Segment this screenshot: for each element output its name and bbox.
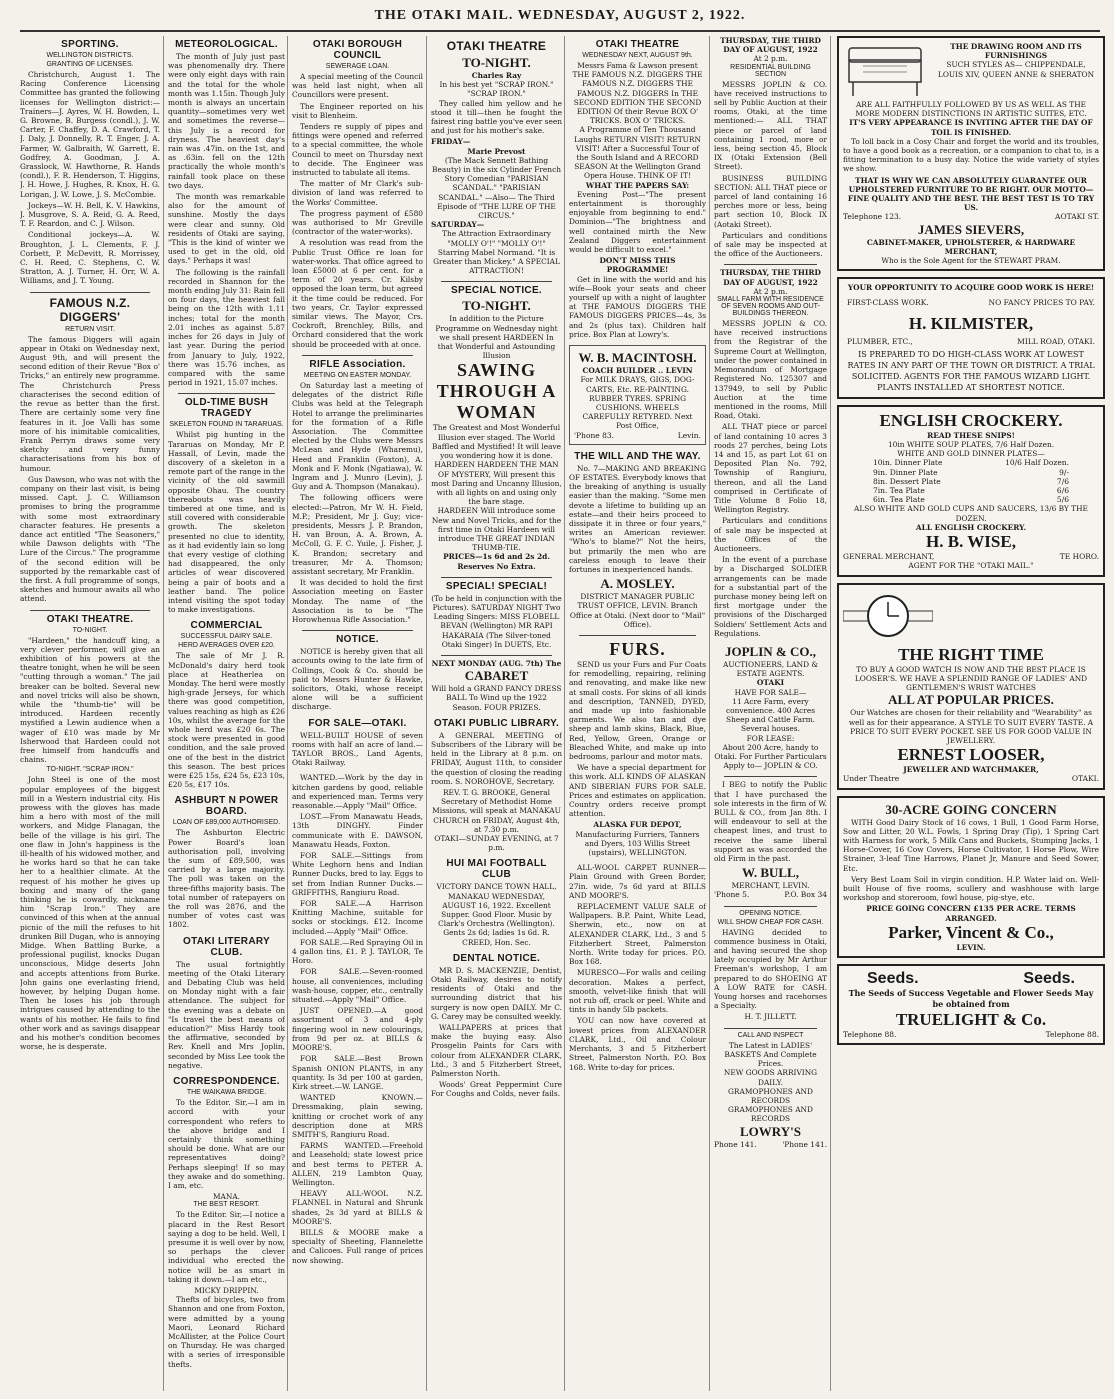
- furs-heading: FURS.: [609, 638, 666, 659]
- seeds-text: The Seeds of Success Vegetable and Flower Seeds May be obtained from: [848, 987, 1094, 1009]
- commercial-subheading: SUCCESSFUL DAIRY SALE.: [180, 633, 273, 641]
- literary-club-heading: OTAKI LITERARY CLUB.: [183, 935, 270, 958]
- furniture-styles: SUCH STYLES AS— CHIPPENDALE, LOUIS XIV, QUEEN ANNE & SHERATON: [937, 60, 1095, 79]
- kilmister-ad: [837, 277, 1105, 399]
- looser-where: Under Theatre: [843, 774, 900, 784]
- gramophones-line: GRAMOPHONES AND RECORDS: [728, 1086, 813, 1105]
- saturday-blurb: The Attraction Extraordinary "MOLLY O'!" "MOLLY O'!" Starring Mabel Normand. "It is Greater than Mickey." A SPECIAL ATTRACTION!: [433, 229, 560, 276]
- diggers-theatre-text: Messrs Fama & Lawson present THE FAMOUS N.Z. DIGGERS THE FAMOUS N.Z. DIGGERS THE FAMOUS N.Z. DIGGERS In THE SECOND EDITION THE SECOND EDITION Of their Revue BOX O' TRICKS. BOX O' TRICKS.: [572, 61, 703, 126]
- classified-ad: FOR SALE.—Sittings from White Leghorn hens and Indian Runner Ducks, bred to lay. Eggs to set from Indian Runner Ducks.—GRIFFITHS, Rangiuru Road.: [292, 851, 423, 897]
- crockery-item: [873, 468, 1069, 477]
- column-5: [564, 36, 706, 1391]
- kilmister-trade-line: [847, 337, 1095, 346]
- crockery-item-name: 8in. Dessert Plate: [873, 476, 941, 486]
- divider: [30, 610, 150, 611]
- rifle-association-article: [292, 359, 423, 624]
- theatre-subheading: TO-NIGHT.: [72, 626, 108, 634]
- correspondence-signature: MANA.: [212, 1192, 241, 1202]
- classified-ad: LOST.—From Manawatu Heads, 13th DINGHY. Finder communicate with E. DAWSON, Manawatu Heads, Foxton.: [292, 812, 423, 849]
- furniture-text: To loll back in a Cosy Chair and forget the world and its troubles, to have a good book as a recreation, or a companion to chat to, is a fitting termination to a busy day. Notice the wide variety of styles we show.: [843, 136, 1099, 174]
- sievers-contact: [843, 212, 1099, 221]
- kilmister-tag-right: NO FANCY PRICES TO PAY.: [988, 298, 1095, 308]
- picture-title: In his best yet "SCRAP IRON." "SCRAP IRON.": [439, 80, 554, 99]
- wise-agent: AGENT FOR THE "OTAKI MAIL.": [908, 561, 1034, 571]
- crockery-heading: ENGLISH CROCKERY.: [879, 410, 1063, 430]
- borough-council-subheading: SEWERAGE LOAN.: [325, 63, 390, 70]
- sievers-street: AOTAKI ST.: [1055, 212, 1099, 222]
- particulars-text: Particulars and conditions of sale may be inspected at the office of the Auctioneers.: [714, 230, 827, 259]
- cabaret-text: Will hold a GRAND FANCY DRESS BALL To Wind up the 1922 Season. FOUR PRIZES.: [431, 684, 562, 712]
- lease-heading: FOR LEASE:: [746, 733, 795, 743]
- dental-heading: DENTAL NOTICE.: [452, 952, 541, 964]
- saturday-label: SATURDAY—: [431, 220, 485, 230]
- will-and-way-heading: THE WILL AND THE WAY.: [574, 450, 701, 462]
- special-notice-heading: SPECIAL NOTICE.: [451, 285, 542, 297]
- crockery-item-price: 10/6 Half Dozen.: [1005, 458, 1069, 468]
- soldier-text: In the event of a purchase by a Discharged SOLDIER arrangements can be made for a substantial part of the purchase money being left on first mortgage under the provisions of the Discharged Soldiers' Settlement Acts and Regulations.: [714, 555, 827, 638]
- classified-ad: REPLACEMENT VALUE SALE of Wallpapers. B.P. Paint, White Lead, Sherwin, etc., now on at ALEXANDER CLARK, Ltd., 3 and 5 Fitzherbert Street, Palmerston North. Write today for prices. P.O. Box 168.: [569, 902, 706, 967]
- cabaret-date: NEXT MONDAY (AUG. 7th) The: [431, 658, 562, 668]
- call-heading: CALL AND INSPECT: [737, 1031, 804, 1039]
- theatre-paragraph: "Hardeen," the handcuff king, a very clever performer, will give an exhibition of his powers at the theatre tonight, when he will be seen "cutting through a woman." The jail breaker can be bolted. Several new and novel tricks will also be shown, while the "thumb-tie" will be introduced. Hardeen recently mystified a Lewin audience when a wager of £10 was made by Mr Isherwood that Hardeen could not free himself from handcuffs and chains.: [20, 635, 160, 765]
- column-2: [163, 36, 285, 1391]
- bull-name: W. BULL,: [742, 865, 799, 881]
- dental-ad: [431, 953, 562, 1099]
- borough-council-article: [292, 39, 423, 349]
- borough-paragraph: The Engineer reported on his visit to Blenheim.: [292, 101, 423, 120]
- joplin-sale-heading: HAVE FOR SALE—: [734, 687, 807, 697]
- wise-trade: GENERAL MERCHANT,: [843, 552, 935, 562]
- macintosh-text: For MILK DRAYS, GIGS, DOG-CARTS, Etc. RE-PAINTING. RUBBER TYRES. SPRING CUSHIONS. WHEELS CAREFULLY RETYRED. Next Post Office,: [580, 375, 695, 431]
- divider: [724, 906, 817, 907]
- sawing-title: SAWING THROUGH A WOMAN: [436, 360, 557, 423]
- particulars-text-2: Particulars and conditions of sale may be inspected at the Offices of the Auctioneers.: [714, 516, 827, 553]
- kilmister-text: IS PREPARED TO DO HIGH-CLASS WORK AT LOWEST RATES IN ANY PART OF THE TOWN OR DISTRICT. A TRIAL SOLICITED. AGENTS FOR THE FAMOUS WIZARD LIGHT. PLANTS INSTALLED AT SHORTEST NOTICE.: [847, 349, 1095, 392]
- crockery-line: ALL ENGLISH CROCKERY.: [915, 522, 1027, 532]
- column-1: [20, 36, 160, 1391]
- sporting-paragraph: Christchurch, August 1. The Racing Conference Licensing Committee has granted the following licenses for Wellington district:— Trainers—J. Ayres, W. H. Bowden, L. G. Browne, B. Burgess (condl.), J. W. Carter, F. Chaffey, D. A. Crawford, T. J. Daly, J. Donnelly, R. T. Enger, J. A. Farmer, W. Galbraith, W. Garrett, E. Godfrey, A. Goodman, J. A. Grasslock, W. Hawthorne, R. Hands (condl.), F. R. Henderson, T. Higgins, J. H. Howe, J. Hughes, R. Knox, H. G. Lorigan, J. W. Lowe, J. S. McCombie.: [20, 70, 160, 199]
- notice-heading: NOTICE.: [336, 634, 379, 646]
- meteorological-article: [168, 39, 285, 387]
- opening-subheading: WILL SHOW CHEAP FOR CASH.: [717, 918, 824, 926]
- meteorological-paragraph: The month of July just past was phenomenally dry. There were only eight days with rain and the total for the whole month was 1.15in. Though July month is always an uncertain quantity—sometimes very wet and sometimes the reverse—this July is a record for dryness. The heaviest day's rain was .47in. on the 1st, and as .63in. fell on the 12th practically the whole month's rainfall took place on these two days.: [168, 52, 285, 190]
- classified-ad: FOR SALE.—Seven-roomed house, all conveniences, including wash-house, copper, etc., centrally situated.—Apply "Mail" Office.: [292, 967, 423, 1005]
- sievers-agent: Who is the Sole Agent for the STEWART PRAM.: [881, 256, 1061, 266]
- diggers-heading: FAMOUS N.Z. DIGGERS': [49, 295, 131, 324]
- opening-text: HAVING decided to commence business in Otaki, and having secured the shop lately occupied by Mr Arthur Freeman's workshop, I am prepared to do SHOEING AT A LOW RATE for CASH. Young horses and racehorses a Specialty.: [714, 927, 827, 1011]
- auction-date: THURSDAY, THE THIRD DAY OF AUGUST, 1922: [720, 36, 821, 55]
- theatre-heading: OTAKI THEATRE.: [46, 613, 134, 625]
- business-text: BUSINESS BUILDING SECTION: ALL THAT piece or parcel of land containing 16 perches more or less, being part section 10, Block IX (Aotaki Street).: [714, 173, 827, 229]
- notice-ad: [292, 634, 423, 711]
- crockery-item-price: 9/-: [1059, 467, 1069, 477]
- masthead-rule: [20, 30, 1100, 32]
- commercial-article: [168, 620, 285, 789]
- macintosh-contact: [574, 431, 701, 440]
- bush-tragedy-heading: OLD-TIME BUSH TRAGEDY: [184, 397, 269, 420]
- column-6: [709, 36, 827, 1391]
- auction-date-2: THURSDAY, THE THIRD DAY OF AUGUST, 1922: [720, 268, 821, 287]
- opening-signature: H. T. JILLETT.: [744, 1012, 797, 1022]
- popular-prices: ALL AT POPULAR PRICES.: [888, 692, 1054, 708]
- meteorological-paragraph: The month was remarkable also for the amount of sunshine. Mostly the days were clear and sunny. Old residents of Otaki are saying, "This is the kind of winter we used to get in the old, old days." Perhaps it was!: [168, 192, 285, 266]
- lowrys-name: LOWRY'S: [740, 1123, 801, 1139]
- sievers-trade: CABINET-MAKER, UPHOLSTERER, & HARDWARE MERCHANT,: [866, 237, 1076, 256]
- diggers-paragraph: Gus Dawson, who was not with the company on their last visit, is being missed. Capt. J. C. Williamson promises to bring the programme with some most extraordinary character features. He presents a dance act entitled "The Seasoners," while Dawson delights with "The Lure of the Circus." The programme of the second edition will be supported by the remarkable cast of the first. A full programme of songs, sketches and humour awaits all who attend.: [20, 474, 160, 604]
- borough-council-heading: OTAKI BOROUGH COUNCIL: [312, 39, 403, 61]
- furs-text: SEND us your Furs and Fur Coats for remodelling, repairing, relining and renovating, and make like new at small costs. For skins of all kinds and description, TANNED, DYED, and made up into fashionable garments. We also tan and dye sheep and lamb skins, Black, Blue, Red, Yellow, Green, Orange or Bleached White, and make up into bedrooms, parlour and motor mats.: [569, 659, 706, 761]
- sporting-subheading: WELLINGTON DISTRICTS.: [46, 52, 134, 59]
- theatre-ad: [431, 39, 562, 275]
- correspondence-article: [168, 1076, 285, 1369]
- going-concern-text: WITH Good Dairy Stock of 16 cows, 1 Bull, 1 Good Farm Horse, Sow and Litter, 20 W.L. Fowls, 1 Spring Dray (Tip), 1 Spring Cart with Harness for work, 5 Milk Cans and Buckets, Stumping Jacks, 1 Horse-Cover, 16 Cow Covers, Horse Cultivator, 1 Horse Plow, Wire Strainer, 3-leaf Tine Harrows, Planet Jr, Manure and Seed Sower, Etc.: [843, 817, 1099, 873]
- auction-sale-2: [714, 268, 827, 638]
- truelight-name: TRUELIGHT & Co.: [895, 1009, 1047, 1029]
- seeds-heading-right: Seeds.: [1023, 969, 1075, 987]
- looser-ad: [837, 583, 1105, 790]
- kilmister-trade: PLUMBER, ETC.,: [847, 336, 913, 346]
- diggers-theatre-ad: [569, 39, 706, 339]
- seeds-ad: [837, 964, 1105, 1045]
- right-time-text: TO BUY A GOOD WATCH IS NOW AND THE BEST PLACE IS LOOSER'S. WE HAVE A SPLENDID RANGE OF LADIES' AND GENTLEMEN'S WRIST WATCHES: [854, 664, 1088, 693]
- sporting-paragraph: Jockeys—W. H. Bell, K. V. Hawkins, J. Musgrove, S. A. Reid, G. A. Reed, T. F. Reardon, and C. J. Wilson.: [20, 200, 160, 229]
- lowrys-ad: [714, 1032, 827, 1149]
- small-farm-text-2: ALL THAT piece or parcel of land containing 10 acres 3 roods 27 perches, being Lots 14 and 15, as part Lot 61 on Deposited Plan No. 792, Township of Rangiuru, thereon, and all the Land comprised in Certificate of Title Volume 8 Folio 18, Wellington Registry.: [714, 422, 827, 515]
- crockery-ad: [837, 405, 1105, 577]
- crockery-item: [873, 495, 1069, 504]
- looser-location: [843, 774, 1099, 783]
- classified-ad: BILLS & MOORE make a specialty of Sheeting, Flannelette and Calicoes. Full range of prices now showing.: [292, 1227, 423, 1265]
- crockery-item: [873, 477, 1069, 486]
- best-resort-letter: To the Editor. Sir,—I notice a placard in the Rest Resort saying a dog to be held. Well, I presume it is well over by now, so perhaps the clever individual who erected the notice will be as smart in taking it down.—I am etc.,: [168, 1210, 285, 1284]
- column-3: [287, 36, 423, 1391]
- kilmister-address: MILL ROAD, OTAKI.: [1017, 336, 1095, 346]
- divider: [724, 776, 817, 777]
- bush-tragedy-paragraph: Whilst pig hunting in the Tararuas on Monday, Mr P. Hassall, of Levin, made the discovery of a skeleton in a remote part of the range in the vicinity of the old sawmill opposite Ohau. The country thereabouts was heavily timbered at one time, and is still covered with considerable growth. The skeleton presented no clue to identity, as it had evidently lain so long that every vestige of clothing had disappeared, the only articles of wear discovered being a pair of boots and a leather band. The police intend visiting the spot today to make investigations.: [168, 430, 285, 615]
- small-farm-text: MESSRS JOPLIN & CO. have received instructions from the Registrar of the Supreme Court at Wellington, under the power contained in Memorandum of Mortgage Registered No. 125307 and 137949, to sell by Public Auction at the time mentioned in the rooms, Mill Road, Otaki.: [714, 319, 827, 421]
- for-sale-text: WELL-BUILT HOUSE of seven rooms with half an acre of land.—TAYLOR BROS., Land Agents, Otaki Railway.: [292, 730, 423, 768]
- divider: [178, 393, 275, 394]
- ticket-prices: PRICES—1s 6d and 2s 2d. Reserves No Extra.: [443, 552, 550, 571]
- bull-trade: MERCHANT, LEVIN.: [731, 881, 810, 891]
- borough-paragraph: A special meeting of the Council was held last night, when all Councillors were present.: [292, 72, 423, 100]
- gramophones-line: GRAMOPHONES AND RECORDS: [728, 1105, 813, 1124]
- correspondence-subheading: THE WAIKAWA BRIDGE.: [186, 1089, 267, 1097]
- auction-time: At 2 p.m.: [753, 54, 788, 64]
- furs-ad: [569, 639, 706, 857]
- bull-box: P.O. Box 34: [784, 890, 827, 900]
- power-board-article: [168, 795, 285, 929]
- crockery-item-name: 10in. Dinner Plate: [873, 458, 943, 468]
- lowrys-phones: [714, 1140, 827, 1149]
- sunday-text: OTAKI—SUNDAY EVENING, at 7 p.m.: [434, 834, 559, 853]
- crockery-subheading: READ THESE SNIPS!: [927, 430, 1015, 440]
- special-singers-heading: SPECIAL! SPECIAL!: [445, 580, 548, 592]
- diggers-theatre-date: WEDNESDAY NEXT, AUGUST 9th.: [582, 52, 693, 59]
- special-singers-text: (To be held in conjunction with the Pictures). SATURDAY NIGHT Two Leading Singers: MISS FLOBELL BEVAN (Wellington) MR RAPI HAKARAIA (The Silver-toned Otaki Singer) In DUETS, Etc.: [431, 593, 562, 649]
- library-text: A GENERAL MEETING of Subscribers of the Library will be held in the Library at 8 p.m. on FRIDAY, August 11th, to consider the question of closing the reading room. S. NOROHOVE, Secretary.: [431, 730, 562, 786]
- residential-heading: RESIDENTIAL BUILDING SECTION: [730, 63, 811, 78]
- armchair-icon: [843, 42, 927, 100]
- crockery-item-name: 6in. Tea Plate: [873, 495, 925, 505]
- classified-ad: WANTED.—Work by the day in kitchen gardens by good, reliable and experienced man. Terms very reasonable.—Apply "Mail" Office.: [292, 773, 423, 811]
- borough-paragraph: Tenders re supply of pipes and fittings were opened and referred to a special committee, the whole Council to meet on Thursday next to decide. The Engineer was instructed to tabulate all items.: [292, 122, 423, 178]
- crockery-price-list: [843, 458, 1099, 504]
- meteorological-paragraph: The following is the rainfall recorded in Shannon for the month ending July 31: Rain fell on four days, the heaviest fall being on the 12th with 1.11 inches; total for the month 2.01 inches as against 5.87 inches for 26 days in July of last year. During the period from January to July, 1922, there was 15.76 inches, as compared with the same period in 1921, 15.07 inches.: [168, 267, 285, 388]
- crockery-item-price: 5/6: [1056, 495, 1069, 505]
- macintosh-phone: 'Phone 83.: [574, 430, 615, 440]
- crockery-item-price: 6/6: [1056, 486, 1069, 496]
- sporting-article: [20, 39, 160, 286]
- rifle-paragraph: It was decided to hold the first Association meeting on Easter Monday. The name of the Association is to be "The Horowhenua Rifle Association.": [292, 578, 423, 624]
- call-text: The Latest in LADIES' BASKETS And Complete Prices.: [724, 1040, 817, 1069]
- small-farm-heading: SMALL FARM WITH RESIDENCE OF SEVEN ROOMS AND OUT-BUILDINGS THEREON.: [717, 296, 824, 318]
- best-resort-subheading: THE BEST RESORT.: [193, 1201, 260, 1209]
- for-sale-heading: FOR SALE—OTAKI.: [308, 717, 407, 729]
- rifle-association-subheading: MEETING ON EASTER MONDAY.: [303, 371, 412, 379]
- literary-club-paragraph: The usual fortnightly meeting of the Otaki Literary and Debating Club was held on Monday night with a fair attendance. The subject for the evening was a debate on "Is travel the best means of education?" Miss Hardy took the affirmative, seconded by Rev. Knell and Mrs Joplin, seconded by Miss Lee took the negative.: [168, 959, 285, 1070]
- star-name: Charles Ray: [471, 71, 522, 80]
- divider: [441, 655, 552, 656]
- rifle-paragraph: The following officers were elected:—Patron, Mr W. H. Field, M.P.; President, Mr J. Guy; vice-presidents, Messrs J. P. Brandon, H. van Broun, A. A. Brown, A. McColl, G. F. C. Yuile, J. Fisher, J. K. Brandon; secretary and treasurer, Mr A. Thomson; assistant secretary, Mr Franklin.: [292, 493, 423, 576]
- sievers-ad: [837, 36, 1105, 271]
- furniture-appearance: IT'S VERY APPEARANCE IS INVITING AFTER THE DAY OF TOIL IS FINISHED.: [849, 118, 1093, 137]
- bush-tragedy-article: [168, 397, 285, 614]
- cough-cure-text: Woods' Great Peppermint Cure For Coughs and Colds, never fails.: [431, 1080, 562, 1099]
- diggers-theatre-text-2: A Programme of Ten Thousand Laughs RETURN VISIT! RETURN VISIT! After a Successful Tour of the South Island and A RECORD SEASON At the Wellington Grand Opera House. THINK OF IT!: [574, 125, 701, 181]
- borough-paragraph: The matter of Mr Clark's sub-division of land was referred to the Works' Committee.: [292, 179, 423, 207]
- will-and-way-article: [569, 451, 706, 629]
- dental-text: MR D. S. MACKENZIE, Dentist, Otaki Railway, desires to notify residents of Otaki and the surrounding district that his surgery is now open DAILY. Mr C. G. Carey may be consulted weekly.: [431, 965, 562, 1021]
- masthead: THE OTAKI MAIL. WEDNESDAY, AUGUST 2, 1922.: [374, 8, 746, 23]
- diggers-theatre-heading: OTAKI THEATRE: [595, 39, 680, 50]
- crockery-item-name: 7in. Tea Plate: [873, 486, 925, 496]
- divider: [30, 292, 150, 293]
- power-board-heading: ASHBURT N POWER BOARD.: [174, 795, 279, 818]
- joplin-town: OTAKI: [756, 678, 785, 688]
- commercial-heading: COMMERCIAL: [190, 620, 263, 632]
- sawing-blurb: The Greatest and Most Wonderful Illusion ever staged. The World Baffled and Mystified! It will leave you wondering how it is done. HARDEEN HARDEEN THE MAN OF MYSTERY, Will present this most Daring and Uncanny Illusion, with all lights on and using only the bare stage.: [431, 423, 562, 507]
- commercial-subheading-2: HERD AVERAGES OVER £20.: [178, 642, 275, 650]
- dont-miss-text: Get in line with the world and his wife—Book your seats and cheer yourself up with a night of laughter at THE FAMOUS DIGGERS THE FAMOUS DIGGERS PRICES—4s, 3s and 2s (plus tax). Children half price. Box Plan at Lowry's.: [569, 274, 706, 339]
- alaska-text: Manufacturing Furriers, Tanners and Dyers, 103 Willis Street (upstairs), WELLINGTON.: [575, 829, 700, 858]
- diggers-article: [20, 296, 160, 604]
- auction-sale-1: [714, 36, 827, 258]
- bicycle-thefts-paragraph: Thefts of bicycles, two from Shannon and one from Foxton, were admitted by a young Maori, Leonard Richard McAllister, at the Police Court on Thursday. He was charged with a series of irresponsible thefts.: [168, 1295, 285, 1369]
- bull-phone: 'Phone 5.: [714, 890, 750, 900]
- sporting-paragraph: Conditional jockeys—A. W. Broughton, J. L. Clements, F. J. Corbett, P. McDevitt, R. Morrissey, C. H. Reed, C. Stephens, C. W. Stratton, A. J. Turner, H. Orr, W. A. Williams, and J. T. Young.: [20, 230, 160, 286]
- wallpaper-text: WALLPAPERS at prices that make the buying easy. Also Prosgelin Paints for Cars with colour from ALEXANDER CLARK, Ltd., 3 and 5 Fitzherbert Street, Palmerston North.: [431, 1023, 562, 1079]
- parker-name: Parker, Vincent & Co.,: [888, 922, 1054, 942]
- classified-ad: FOR SALE.—A Harrison Knitting Machine, suitable for socks or stockings. £12. Income included.—Apply "Mail" Office.: [292, 899, 423, 936]
- macintosh-name: W. B. MACINTOSH.: [578, 350, 697, 366]
- opening-notice-ad: [714, 910, 827, 1022]
- tonight-heading-2: TO-NIGHT.: [462, 298, 531, 314]
- macintosh-trade: COACH BUILDER .. LEVIN: [582, 366, 693, 376]
- furniture-guarantee: THAT IS WHY WE CAN ABSOLUTELY GUARANTEE OUR UPHOLSTERED FURNITURE TO BE RIGHT. OUR MOTTO—FINE QUALITY AND THE BEST. THE BEST TEST IS TO TRY US.: [847, 175, 1095, 213]
- divider: [441, 281, 552, 282]
- joplin-name: JOPLIN & CO.,: [725, 643, 816, 659]
- crockery-item-price: 7/6: [1056, 476, 1069, 486]
- wristwatch-icon: [843, 591, 933, 641]
- crockery-line: 10in WHITE SOUP PLATES, 7/6 Half Dozen.: [887, 440, 1055, 450]
- divider: [302, 355, 413, 356]
- best-resort-signature: MICKY DRIPPIN.: [194, 1285, 259, 1295]
- divider: [579, 635, 696, 636]
- alaska-name: ALASKA FUR DEPOT,: [593, 820, 682, 830]
- hui-mai-ad: [431, 858, 562, 946]
- crockery-item-name: 9in. Dinner Plate: [873, 467, 938, 477]
- friday-star: Marie Prevost: [467, 146, 526, 156]
- kilmister-top: YOUR OPPORTUNITY TO ACQUIRE GOOD WORK IS HERE!: [847, 283, 1095, 293]
- furs-text-2: We have a special department for this work. ALL KINDS OF ALASKAN AND SIBERIAN FURS FOR SALE. Prices and estimates on application. Country orders receive prompt attention.: [569, 763, 706, 819]
- theatre-article: [20, 614, 160, 1052]
- correspondence-heading: CORRESPONDENCE.: [173, 1076, 280, 1088]
- column-7: [830, 36, 1105, 1391]
- special-singers-ad: [431, 581, 562, 649]
- auction-time-2: At 2 p.m.: [753, 286, 788, 296]
- library-heading: OTAKI PUBLIC LIBRARY.: [433, 717, 560, 729]
- right-time-heading: THE RIGHT TIME: [898, 644, 1044, 664]
- hui-mai-text: VICTORY DANCE TOWN HALL, MANAKAU WEDNESDAY, AUGUST 16, 1922. Excellent Supper. Good Floor. Music by Clark's Orchestra (Wellington). Gents 2s 6d; ladies 1s 6d. R. CREED, Hon. Sec.: [436, 882, 557, 947]
- scrap-iron-subheading: TO-NIGHT. "SCRAP IRON.": [46, 766, 134, 774]
- joplin-sale-text: 11 Acre Farm, every convenience. 400 Acres Sheep and Cattle Farm. Several houses.: [726, 696, 815, 734]
- going-concern-ad: [837, 796, 1105, 958]
- borough-paragraph: A resolution was read from the Public Trust Office re loan for water-works. That office agreed to loan £5000 at 6 per cent. for a term of 20 years. Cr. Kilsby opposed the loan term, but agreed it the time could be reduced. For two years, Cr. Taylor expressed similar views. The Mayor, Crs. Cockroft, Brenchley, Bills, and Orchard considered that the work should be proceeded with at once.: [292, 238, 423, 349]
- special-notice-ad: [431, 285, 562, 570]
- lowrys-phone: Phone 141.: [714, 1139, 757, 1149]
- mosley-text: DISTRICT MANAGER PUBLIC TRUST OFFICE, LEVIN. Branch Office at Otaki. (Next door to "Mail" Office).: [569, 592, 706, 629]
- truelight-phone: Telephone 88.: [843, 1029, 897, 1039]
- right-time-text-2: Our Watches are chosen for their reliability and "Wearability" as well as for their appearance. A STYLE TO SUIT EVERY TASTE. A PRICE TO SUIT EVERY POCKET. SEE US FOR GOOD VALUE IN JEWELLERY.: [848, 708, 1094, 745]
- commercial-paragraph: The sale of Mr J. R. McDonald's dairy herd took place at Heatherlea on Monday. The herd were mostly high-grade Jerseys, for which there was good competition, values reaching as high as £26 10s, whilst the average for the whole herd was £20 6s. The stock were presented in good condition, and the sale proved one of the best in the district this season. The best prices were £25 15s, £24 5s, £23 10s, £20 5s, £17 10s.: [168, 651, 285, 790]
- furniture-line: ARE ALL FAITHFULLY FOLLOWED BY US AS WELL AS THE MORE MODERN DISTINCTIONS IN ARTISTIC SUITES, ETC.: [855, 100, 1087, 119]
- classified-ad: FARMS WANTED.—Freehold and Leasehold; state lowest price and best terms to PETER A. ALLEN, 219 Lambton Quay, Wellington.: [292, 1141, 423, 1187]
- will-and-way-text: No. 7—MAKING AND BREAKING OF ESTATES. Everybody knows that the breaking of anything is usually easier than the making. "Some men devote a lifetime to building up an estate—and their heirs proceed to dissipate it in three or four years," writes an American reviewer. "Who's to blame?" Not the heirs, but primarily the men who are careless enough to leave their fortunes in inexperienced hands.: [569, 463, 706, 574]
- crockery-item: [873, 486, 1069, 495]
- bush-tragedy-subheading: SKELETON FOUND IN TARARUAS.: [169, 421, 284, 429]
- looser-town: OTAKI.: [1071, 774, 1099, 784]
- bull-text: I BEG to notify the Public that I have purchased the sole interests in the firm of W. BULL & CO., from Jan 8th. I will endeavour to sell at the cheapest lines, and trust to receive the same liberal support as was accorded the old Firm in the past.: [714, 780, 827, 864]
- friday-label: FRIDAY—: [431, 137, 471, 147]
- classified-ad: YOU can now have covered at lowest prices from ALEXANDER CLARK, Ltd., Oil and Colour Merchants, 3 and 5 Fitzherbert Street, Palmerston North. P.O. Box 168. Write to-day for prices.: [569, 1016, 706, 1072]
- cabaret-title: CABARET: [464, 668, 529, 684]
- notice-text: NOTICE is hereby given that all accounts owing to the late firm of Collings, Cook & Co. should be paid to Messrs Hunter & Hawke, solicitors, Otaki, whose receipt alone will be a sufficient discharge.: [292, 647, 423, 712]
- joplin-trade: AUCTIONEERS, LAND & ESTATE AGENTS.: [722, 659, 818, 679]
- classified-ad: WANTED KNOWN.—Dressmaking, plain sewing, knitting or crochet work of any description done at MRS SMITH'S, Rangiuru Road.: [292, 1093, 423, 1139]
- mosley-name: A. MOSLEY.: [600, 576, 675, 592]
- friday-blurb: (The Mack Sennett Bathing Beauty) in the six Cylinder French Story Comedian "PARISIAN SCANDAL." "PARISIAN SCANDAL." —Also— The Third Episode of "THE LURE OF THE CIRCUS.": [432, 155, 561, 221]
- rifle-association-heading: RIFLE Association.: [309, 358, 406, 370]
- dont-miss-heading: DON'T MISS THIS PROGRAMME!: [599, 256, 676, 275]
- special-notice-text: In addition to the Picture Programme on Wednesday night we shall present HARDEEN In that Wonderful and Astounding Illusion: [435, 314, 558, 361]
- furniture-heading: THE DRAWING ROOM AND ITS FURNISHINGS: [950, 42, 1082, 61]
- lease-text: About 200 Acre, handy to Otaki. For Further Particulars Apply to— JOPLIN & CO.: [714, 742, 827, 771]
- macintosh-ad: [569, 345, 706, 445]
- new-goods: NEW GOODS ARRIVING DAILY.: [723, 1068, 818, 1087]
- papers-text: Evening Post—"The present entertainment is thoroughly enjoyable from beginning to end." Dominion—"The brightness and well contained mirth the New Zealand Diggers entertainment would be difficult to excel.": [569, 189, 706, 255]
- cabaret-ad: [431, 659, 562, 712]
- seeds-heading-left: Seeds.: [867, 969, 919, 987]
- kilmister-tag-left: FIRST-CLASS WORK.: [847, 298, 929, 308]
- crockery-item: [873, 458, 1069, 467]
- correspondence-letter: To the Editor. Sir,—I am in accord with your correspondent who refers to the above bridge and I certainly think something should be done. What are our representatives doing? Perhaps sleeping! If so may they awake and do something. I am, etc.: [168, 1098, 285, 1190]
- scrap-iron-paragraph: John Steel is one of the most popular employees of the biggest mill in a Western industrial city. His prowess with the gloves has made him a hero with most of the mill workers, and Midge Flanagan, the belle of the village is his girl. The one flaw in John's happiness is the ill-health of his widowed mother, and he works hard so that he can take her to a healthier climate. At the request of his mother he gives up boxing and many of the gang thinking he is cowardly, nickname him "Scrap Iron." They are convinced of this when at the annual picnic of the mill the refuses to hit drunken Bill Dugan, who is annoying Midge. When Battling Burke, a professional pugilist, knocks Dugan unconscious, Midge deserts John and accepts attentions from Burke. John gains one everlasting friend, however, by helping Dugan home. Then he loses his job through intrigues caused by attending to the wants of his mother. He fails to find other work and as savings disappear and his mother's condition becomes worse, he is desperate.: [20, 775, 160, 1052]
- going-concern-price: PRICE GOING CONCERN £135 PER ACRE. TERMS ARRANGED.: [866, 904, 1076, 923]
- joplin-ad: [714, 644, 827, 770]
- classified-ad: MURESCO—For walls and ceiling decoration. Makes a perfect, smooth, velvet-like finish that will not rub off, crack or peel. White and tints in handy 5lb packets.: [569, 968, 706, 1015]
- divider: [724, 264, 817, 265]
- hardeen-extra: HARDEEN Will introduce some New and Novel Tricks, and for the first time in Otaki Hardeen will introduce THE GREAT INDIAN THUMB-TIE.: [431, 506, 562, 553]
- power-board-paragraph: The Ashburton Electric Power Board's loan authorisation poll, involving the sum of £89,500, was carried by a large majority. The poll was taken on the three-fifths majority basis. The total number of ratepayers on the roll was 2876, and the number of votes cast was 1802.: [168, 828, 285, 930]
- classifieds: [292, 773, 423, 1264]
- kilmister-name: H. KILMISTER,: [908, 313, 1034, 333]
- crockery-line: WHITE AND GOLD DINNER PLATES—: [897, 449, 1045, 459]
- theatre-ad-heading: OTAKI THEATRE: [446, 39, 547, 53]
- for-sale-ad: [292, 718, 423, 768]
- sievers-name: JAMES SIEVERS,: [917, 221, 1025, 237]
- going-concern-heading: 30-ACRE GOING CONCERN: [885, 801, 1057, 817]
- diggers-subheading: RETURN VISIT.: [65, 325, 115, 333]
- divider: [724, 1028, 817, 1029]
- residential-text: MESSRS JOPLIN & CO. have received instructions to sell by Public Auction at their rooms, Otaki, at the time mentioned:— ALL THAT piece or parcel of land containing 1 rood, more or less, being section 45, Block IX (Otaki Extension (Bell Street).: [714, 79, 827, 172]
- sievers-phone: Telephone 123.: [843, 212, 902, 222]
- hui-mai-heading: HUI MAI FOOTBALL CLUB: [446, 858, 547, 881]
- papers-heading: WHAT THE PAPERS SAY:: [585, 180, 690, 190]
- rev-brooke-text: REV. T. G. BROOKE, General Secretary of Methodist Home Missions, will speak at MANAKAU CHURCH on FRIDAY, August 4th, at 7.30 p.m.: [432, 787, 561, 834]
- crockery-line: ALSO WHITE AND GOLD CUPS AND SAUCERS, 13/6 BY THE DOZEN.: [854, 504, 1088, 523]
- sporting-subheading-2: GRANTING OF LICENSES.: [46, 61, 134, 68]
- literary-club-article: [168, 936, 285, 1070]
- looser-trade: JEWELLER AND WATCHMAKER,: [903, 765, 1039, 775]
- tonight-heading: TO-NIGHT.: [462, 55, 531, 70]
- power-board-subheading: LOAN OF £89,000 AUTHORISED.: [172, 819, 281, 827]
- going-concern-text-2: Very Best Loam Soil in virgin condition. H.P. Water laid on. Well-built House of five rooms, scullery and washhouse with large workshop and storeroom, fowl house, pig-stye, etc.: [843, 874, 1099, 903]
- wise-trade-line: [843, 552, 1099, 561]
- classified-ad: ALL-WOOL CARPET RUNNER—Plain Ground with Green Border, 27in. wide, 7s 6d yard at BILLS AND MOORE'S.: [569, 863, 706, 900]
- col5-classifieds: [569, 863, 706, 1071]
- parker-town: LEVIN.: [956, 942, 986, 952]
- looser-name: ERNEST LOOSER,: [897, 745, 1045, 765]
- bull-contact: [714, 890, 827, 899]
- bull-ad: [714, 780, 827, 899]
- borough-paragraph: The progress payment of £580 was authorised to Mr Greville (contractor of the water-works).: [292, 208, 423, 237]
- classified-ad: JUST OPENED.—A good assortment of 3 and 4-ply fingering wool in new colourings, from 9d per oz. at BILLS & MOORE'S.: [292, 1006, 423, 1053]
- macintosh-town: Levin.: [677, 430, 701, 440]
- sporting-heading: SPORTING.: [61, 39, 119, 50]
- wise-town: TE HORO.: [1059, 552, 1099, 562]
- picture-blurb: They called him yellow and he stood it till—then he fought the fairest ring battle you've ever seen and just for his mother's sake.: [431, 98, 562, 136]
- lowrys-phone: 'Phone 141.: [782, 1139, 827, 1149]
- truelight-phones: [843, 1030, 1099, 1039]
- meteorological-heading: METEOROLOGICAL.: [175, 39, 278, 50]
- library-ad: [431, 718, 562, 853]
- classified-ad: FOR SALE.—Red Spraying Oil in 4 gallon tins, £1. P. J. TAYLOR, Te Horo.: [292, 937, 423, 966]
- classified-ad: FOR SALE.—Best Brown Spanish ONION PLANTS, in any quantity. Is 3d per 100 at garden, Kirk street.—W. LANGE.: [292, 1054, 423, 1091]
- divider: [441, 577, 552, 578]
- opening-heading: OPENING NOTICE.: [739, 909, 802, 917]
- classified-ad: HEAVY ALL-WOOL N.Z. FLANNEL in Natural and Shrunk shades, 2s 3d yard at BILLS & MOORE'S.: [292, 1189, 423, 1226]
- divider: [302, 630, 413, 631]
- seeds-heading: [843, 970, 1099, 988]
- rifle-paragraph: On Saturday last a meeting of delegates of the district Rifle Clubs was held at the Telegraph Hotel to arrange the preliminaries for the formation of a Rifle Association. The Committee elected by the Clubs were Messrs McLean and Hyde (Wharemu), Heed and Franklin (Foxton), A. Monk and F. Monk (Ngatiawa), W. Ingram and J. Munro (Levin), J. Guy and A. Thompson (Manakau).: [292, 380, 423, 492]
- diggers-paragraph: The famous Diggers will again appear in Otaki on Wednesday next, August 9th, and will present the second edition of their Revue "Box o' Tricks," an entirely new programme. The Christchurch Press characterises the second edition of the revue as better than the first. There are certainly some very fine features in it. Joe Valli has some more of his inimitable comicalities, Frank Perryn draws some very sketchy and very funny characterisations from his box of humour.: [20, 334, 160, 473]
- kilmister-taglines: [847, 298, 1095, 307]
- wise-name: H. B. WISE,: [926, 532, 1016, 552]
- column-4: [426, 36, 562, 1391]
- truelight-phone: Telephone 88.: [1045, 1029, 1099, 1039]
